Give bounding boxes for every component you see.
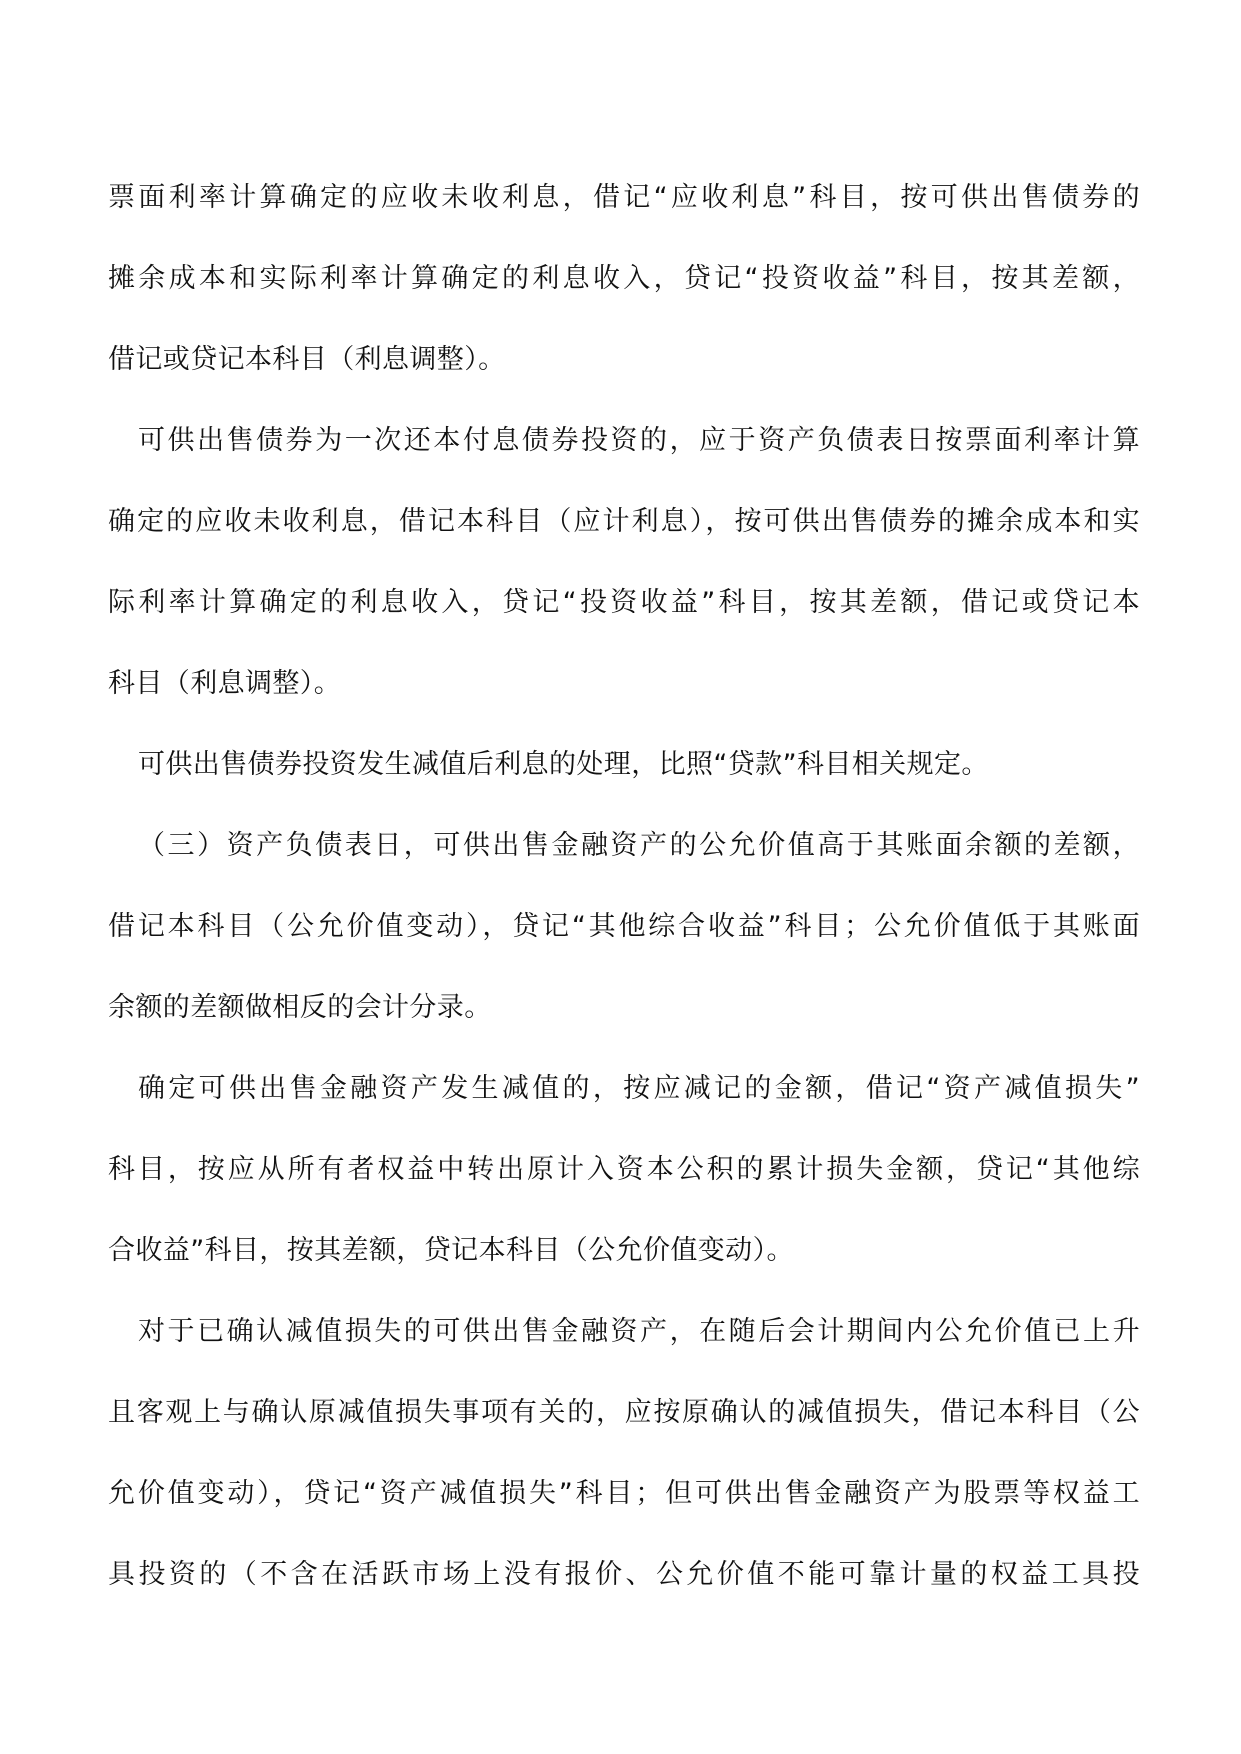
text-line: 可供出售债券为一次还本付息债券投资的，应于资产负债表日按票面利率计算 — [138, 425, 1140, 456]
text-line: （三）资产负债表日，可供出售金融资产的公允价值高于其账面余额的差额， — [138, 830, 1140, 861]
text-line: 合收益”科目，按其差额，贷记本科目（公允价值变动）。 — [108, 1235, 794, 1266]
document-body — [108, 157, 1140, 1615]
text-line: 具投资的（不含在活跃市场上没有报价、公允价值不能可靠计量的权益工具投 — [108, 1559, 1140, 1590]
text-line: 对于已确认减值损失的可供出售金融资产，在随后会计期间内公允价值已上升 — [138, 1316, 1140, 1347]
text-line: 确定的应收未收利息，借记本科目（应计利息），按可供出售债券的摊余成本和实 — [108, 506, 1140, 537]
text-line: 借记本科目（公允价值变动），贷记“其他综合收益”科目；公允价值低于其账面 — [108, 911, 1140, 942]
text-line: 余额的差额做相反的会计分录。 — [108, 992, 492, 1023]
text-line: 科目，按应从所有者权益中转出原计入资本公积的累计损失金额，贷记“其他综 — [108, 1154, 1140, 1185]
text-line: 借记或贷记本科目（利息调整）。 — [108, 344, 506, 375]
text-line: 允价值变动），贷记“资产减值损失”科目；但可供出售金融资产为股票等权益工 — [108, 1478, 1140, 1509]
text-line: 可供出售债券投资发生减值后利息的处理，比照“贷款”科目相关规定。 — [138, 749, 989, 780]
text-line: 且客观上与确认原减值损失事项有关的，应按原确认的减值损失，借记本科目（公 — [108, 1397, 1140, 1428]
text-line: 确定可供出售金融资产发生减值的，按应减记的金额，借记“资产减值损失” — [138, 1073, 1140, 1104]
text-line: 摊余成本和实际利率计算确定的利息收入，贷记“投资收益”科目，按其差额， — [108, 263, 1140, 294]
text-line: 科目（利息调整）。 — [108, 668, 342, 699]
text-line: 际利率计算确定的利息收入，贷记“投资收益”科目，按其差额，借记或贷记本 — [108, 587, 1140, 618]
text-line: 票面利率计算确定的应收未收利息，借记“应收利息”科目，按可供出售债券的 — [108, 182, 1140, 213]
